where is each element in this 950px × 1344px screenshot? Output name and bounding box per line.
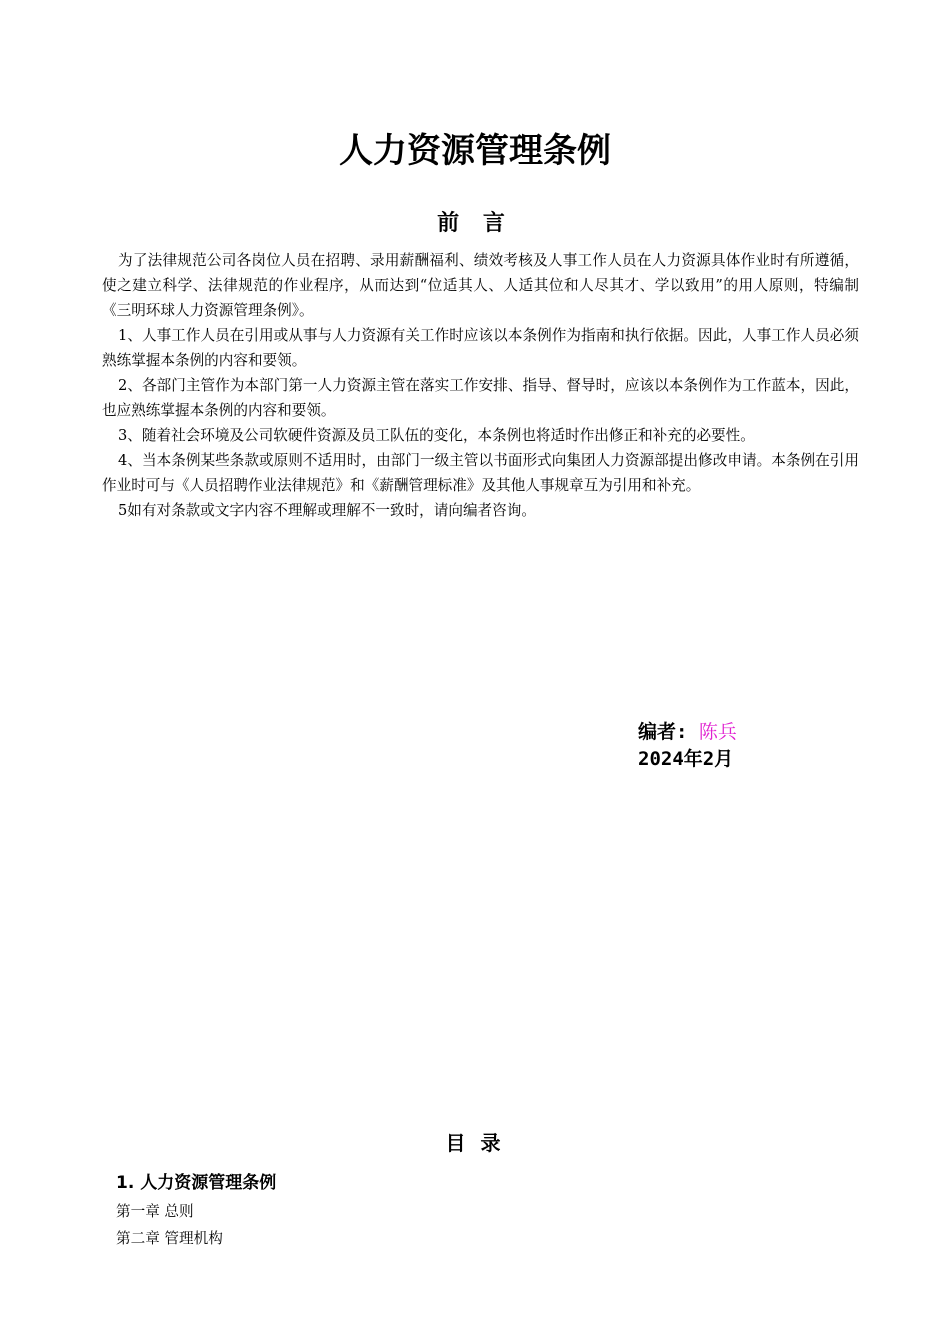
document-title: 人力资源管理条例 (339, 131, 611, 171)
preface-paragraph: 4、当本条例某些条款或原则不适用时，由部门一级主管以书面形式向集团人力资源部提出修改申请。本条例在引用作业时可与《人员招聘作业法律规范》和《薪酬管理标准》及其他人事规章互为引用和补充。 (102, 452, 859, 494)
preface-body (102, 248, 859, 523)
author-label: 编者: (638, 721, 688, 743)
toc-heading: 目 录 (445, 1131, 505, 1155)
author-block (638, 719, 737, 773)
author-name: 陈兵 (698, 721, 737, 743)
toc-section-title[interactable]: 1. 人力资源管理条例 (116, 1173, 277, 1193)
toc-list (116, 1168, 276, 1252)
preface-paragraph: 1、人事工作人员在引用或从事与人力资源有关工作时应该以本条例作为指南和执行依据。因此，人事工作人员必须熟练掌握本条例的内容和要领。 (102, 327, 859, 369)
toc-chapter-item[interactable]: 第一章 总则 (116, 1203, 194, 1220)
preface-paragraph: 2、各部门主管作为本部门第一人力资源主管在落实工作安排、指导、督导时，应该以本条例作为工作蓝本，因此，也应熟练掌握本条例的内容和要领。 (102, 377, 859, 419)
preface-paragraph: 5如有对条款或文字内容不理解或理解不一致时，请向编者咨询。 (118, 502, 536, 519)
author-date: 2024年2月 (638, 748, 734, 770)
preface-paragraph: 为了法律规范公司各岗位人员在招聘、录用薪酬福利、绩效考核及人事工作人员在人力资源具体作业时有所遵循，使之建立科学、法律规范的作业程序，从而达到“位适其人、人适其位和人尽其才、学以致用”的用人原则，特编制《三明环球人力资源管理条例》。 (102, 252, 859, 319)
author-line (638, 719, 737, 746)
preface-heading: 前 言 (437, 210, 513, 236)
toc-chapter-item[interactable]: 第二章 管理机构 (116, 1230, 223, 1247)
preface-paragraph: 3、随着社会环境及公司软硬件资源及员工队伍的变化，本条例也将适时作出修正和补充的必要性。 (118, 427, 755, 444)
